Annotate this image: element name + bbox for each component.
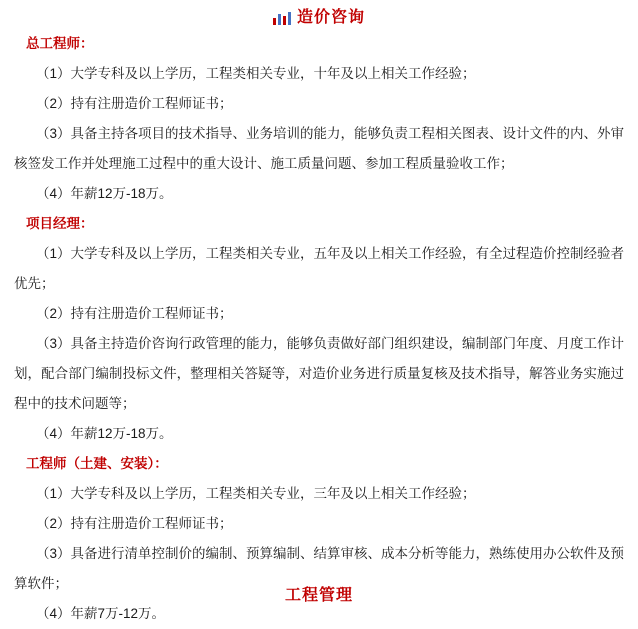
section-2-item-4: （4）年薪12万-18万。 xyxy=(36,426,173,441)
section-heading-3: 工程师（土建、安装）： xyxy=(26,456,168,471)
section-3-item-4: （4）年薪7万-12万。 xyxy=(36,606,166,621)
section-1-item-3: （3）具备主持各项目的技术指导、业务培训的能力，能够负责工程相关图表、设计文件的内、外审核签发工作并处理施工过程中的重大设计、施工质量问题、参加工程质量验收工作； xyxy=(14,126,625,171)
next-section-title-partial: 工程管理 xyxy=(284,587,353,604)
section-3-item-3: （3）具备进行清单控制价的编制、预算编制、结算审核、成本分析等能力，熟练使用办公软件及预算软件； xyxy=(14,546,625,591)
section-1-item-1: （1）大学专科及以上学历，工程类相关专业，十年及以上相关工作经验； xyxy=(36,66,476,81)
section-2-item-3: （3）具备主持造价咨询行政管理的能力，能够负责做好部门组织建设，编制部门年度、月度工作计划，配合部门编制投标文件，整理相关答疑等，对造价业务进行质量复核及技术指导，解答业务实施过程中的技术问题等； xyxy=(14,336,625,411)
section-1-item-2: （2）持有注册造价工程师证书； xyxy=(36,96,233,111)
section-heading-2: 项目经理： xyxy=(26,216,94,231)
section-heading-1: 总工程师： xyxy=(26,36,94,51)
section-1-item-4: （4）年薪12万-18万。 xyxy=(36,186,173,201)
decorative-bars-icon xyxy=(273,12,291,25)
page-title: 造价咨询 xyxy=(296,9,365,26)
document-title-row xyxy=(14,0,624,29)
section-2-item-2: （2）持有注册造价工程师证书； xyxy=(36,306,233,321)
section-3-item-2: （2）持有注册造价工程师证书； xyxy=(36,516,233,531)
section-3-item-1: （1）大学专科及以上学历，工程类相关专业，三年及以上相关工作经验； xyxy=(36,486,476,501)
section-2-item-1: （1）大学专科及以上学历，工程类相关专业，五年及以上相关工作经验，有全过程造价控制经验者优先； xyxy=(14,246,625,291)
